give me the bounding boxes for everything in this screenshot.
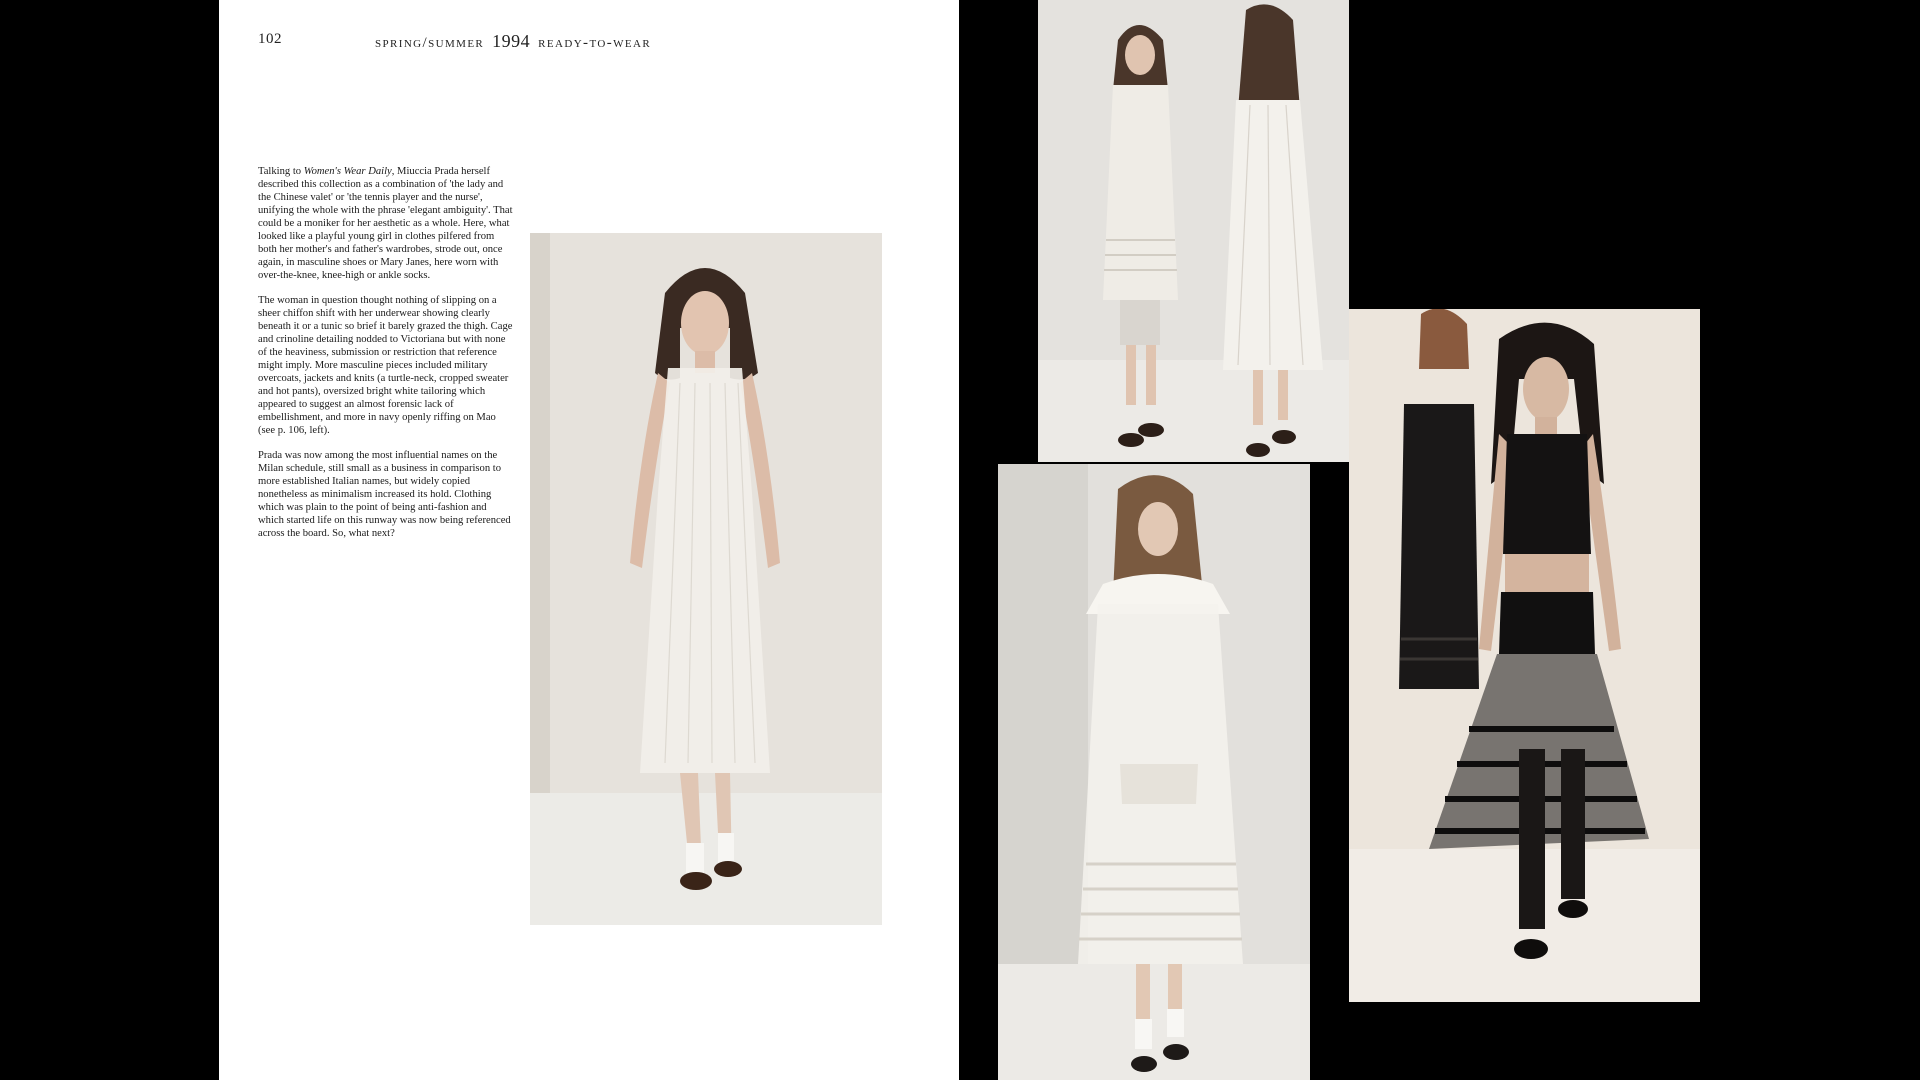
article-paragraph-3: Prada was now among the most influential names on the Milan schedule, still small as a business in comparison to more established Italian names, but widely copied nonetheless as minimalism increased its hold. Clothing which was plain to the point of being anti-fashion and which started life on this runway was now being referenced across the board. So, what next? [258,450,511,539]
runway-photo-front-back [1038,0,1349,462]
running-head-season: spring/summer [375,35,485,51]
runway-model-icon [1349,309,1700,1002]
runway-models-icon [1038,0,1349,462]
paragraph-1-lead: Talking to [258,166,304,177]
running-head-year: 1994 [492,31,531,51]
runway-model-icon [998,464,1310,1080]
article-paragraph-2: The woman in question thought nothing of slipping on a sheer chiffon shift with her underwear showing clearly beneath it or a tunic so brief it barely grazed the thigh. Cage and crinoline detailing nodded to Victoriana but with none of the heaviness, submission or restriction that reference might imply. More masculine pieces included military overcoats, jackets and knits (a turtle-neck, cropped sweater and hot pants), oversized bright white tailoring which appeared to suggest an almost forensic lack of embellishment, and more in navy openly riffing on Mao (see p. 106, left). [258,295,513,436]
article-body [258,165,514,552]
runway-photo-white-knit-dress [530,233,882,925]
running-head-type: ready-to-wear [538,35,652,51]
runway-photo-sheer-ruffle-dress [998,464,1310,1080]
article-paragraph-1 [258,165,514,282]
publication-name: Women's Wear Daily [303,166,392,177]
page-number: 102 [258,31,282,47]
running-head [375,31,651,52]
runway-photo-black-sheer-skirt [1349,309,1700,1002]
runway-model-icon [530,233,882,925]
paragraph-1-rest: , Miuccia Prada herself described this collection as a combination of 'the lady and the Chinese valet' or 'the tennis player and the nurse', unifying the whole with the phrase 'elegant ambiguity'. That could be a moniker for her aesthetic as a whole. Here, what looked like a playful young girl in clothes pilfered from both her mother's and father's wardrobes, strode out, once again, in masculine shoes or Mary Janes, here worn with over-the-knee, knee-high or ankle socks. [258,166,513,281]
